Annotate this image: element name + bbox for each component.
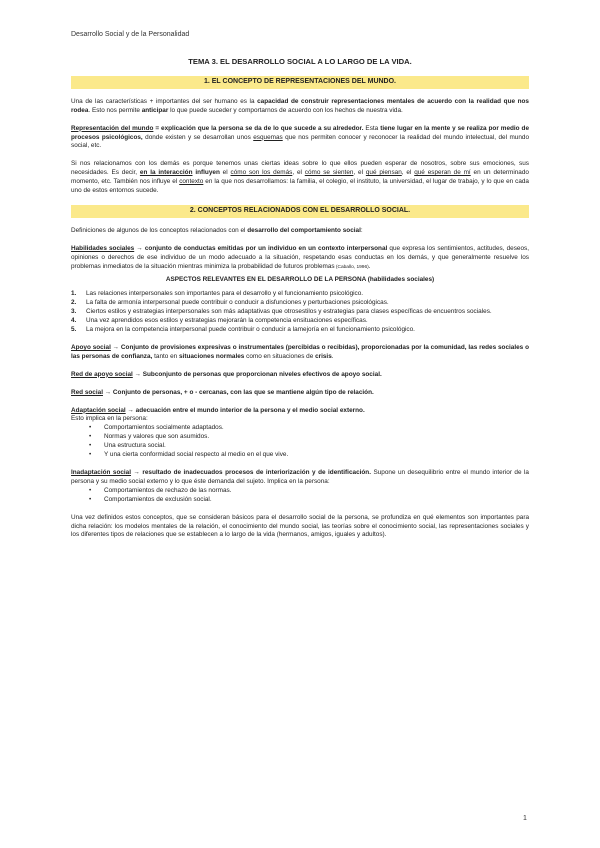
text-run: que nos permiten conocer y reconocer la realidad del mundo intelectual, del mundo social, etc. — [71, 133, 529, 150]
text-run: . — [368, 262, 371, 270]
bullet-icon: • — [89, 495, 92, 503]
list-item-text: La mejora en la competencia interpersonal puede contribuir o conducir a lamejoría en el funcionamiento psicológico. — [86, 326, 415, 334]
text-run: en la que nos desarrollamos: la familia, el colegio, el instituto, la universidad, el lugar de trabajo, y lo que en cada uno de estos entornos sucede. — [71, 178, 529, 195]
list-number: 1. — [71, 290, 77, 298]
text-run: donde existen y se desarrollan unos — [142, 133, 254, 141]
underlined-run: esquemas — [253, 133, 283, 141]
list-item — [71, 299, 529, 308]
list-item — [71, 308, 529, 317]
paragraph-definiciones-intro — [71, 227, 529, 236]
aspects-list — [71, 290, 529, 335]
definition-red-social — [71, 389, 529, 398]
underlined-run: cómo se sienten — [304, 169, 354, 177]
section-heading-1: 1. EL CONCEPTO DE REPRESENTACIONES DEL MUNDO. — [71, 76, 529, 89]
document-title: TEMA 3. EL DESARROLLO SOCIAL A LO LARGO DE LA VIDA. — [188, 57, 412, 66]
bold-run: Conjunto de provisiones expresivas o instrumentales (percibidas o recibidas), proporcionadas por la comunidad, las redes sociales o las personas de confianza, — [71, 343, 529, 360]
bold-run: tiene lugar en la mente y se realiza por medio de procesos psicológicos, — [71, 124, 529, 141]
adaptacion-lead: Esto implica en la persona: — [71, 415, 148, 423]
bold-underlined-run: en la interacción — [139, 169, 193, 177]
list-number: 2. — [71, 299, 77, 307]
running-header: Desarrollo Social y de la Personalidad — [71, 31, 190, 38]
text-run: . Esto nos permite — [88, 106, 142, 114]
list-item — [71, 496, 529, 505]
bold-run: capacidad de construir representaciones mentales de acuerdo con la realidad que nos rodea — [71, 97, 529, 114]
text-run: lo que puede suceder y comportarnos de acuerdo con los hechos de nuestra vida. — [168, 106, 403, 114]
bold-run: adecuación entre el mundo interior de la persona y el medio social externo. — [135, 406, 365, 414]
text-run: en un determinado momento, etc. También nos influye el — [71, 169, 529, 186]
underlined-run: contexto — [179, 178, 204, 186]
text-run: como en situaciones de — [244, 352, 316, 360]
definition-inadaptacion-social — [71, 469, 529, 487]
bullet-icon: • — [89, 486, 92, 494]
underlined-run: qué piensan — [365, 169, 402, 177]
list-item-text: Ciertos estilos y estrategias interpersonales son más adaptativas que otrosestilos y estrategias para clases específicas de encuentros sociales. — [86, 308, 492, 316]
section-heading-2: 2. CONCEPTOS RELACIONADOS CON EL DESARROLLO SOCIAL. — [71, 205, 529, 218]
text-run: Una de las características + importantes del ser humano es la — [71, 97, 258, 105]
list-item-text: Normas y valores que son asumidos. — [104, 433, 210, 441]
list-item-text: Una estructura social. — [104, 442, 166, 450]
definition-red-apoyo-social — [71, 371, 529, 380]
list-item-text: Una vez aprendidos esos estilos y estrategias mejorarán la competencia ensituaciones específicas. — [86, 317, 368, 325]
bold-run: Conjunto de personas, + o - cercanas, con las que se mantiene algún tipo de relación. — [112, 388, 374, 396]
citation: (Caballo, 1996) — [334, 264, 369, 270]
bold-run: situaciones normales — [179, 352, 245, 360]
bold-run: desarrollo del comportamiento social — [247, 226, 361, 234]
list-item-text: La falta de armonía interpersonal puede contribuir o conducir a disfunciones y perturbaciones psicológicas. — [86, 299, 389, 307]
list-item — [71, 424, 529, 433]
bullet-icon: • — [89, 433, 92, 441]
text-run: Esta — [363, 124, 381, 132]
list-item-text: Comportamientos socialmente adaptados. — [104, 424, 224, 432]
text-run: , el — [353, 169, 366, 177]
term-red-social: Red social — [71, 388, 103, 396]
list-item — [71, 433, 529, 442]
bold-run: anticipar — [141, 106, 169, 114]
text-run: tanto en — [152, 352, 179, 360]
term-adaptacion-social: Adaptación social — [71, 406, 126, 414]
text-run: Si nos relacionamos con los demás es porque tenemos unas ciertas ideas sobre lo que ellos pueden esperar de nosotros, sobre sus emociones, sus necesidades. Es decir, — [71, 160, 529, 177]
text-run: : — [360, 226, 363, 234]
list-item-text: Y una cierta conformidad social respecto al medio en el que vive. — [104, 451, 289, 459]
inadaptacion-list — [71, 487, 529, 505]
adaptacion-list — [71, 424, 529, 460]
list-item-text: Comportamientos de rechazo de las normas. — [104, 486, 232, 494]
text-run: que expresa los sentimientos, actitudes, deseos, opiniones o derechos de ese individuo de un modo adecuado a la situación, respetando esas conductas en los demás, y que generalmente resuelve los problemas inmediatos de la situación mientras minimiza la probabilidad de futuros problemas — [71, 244, 529, 270]
list-item-text: Comportamientos de exclusión social. — [104, 495, 212, 503]
arrow-icon: → — [102, 388, 113, 396]
arrow-icon: → — [125, 406, 136, 414]
bold-run: = explicación que la persona se da de lo que sucede a su alrededor. — [153, 124, 364, 132]
bold-run: crisis — [315, 352, 332, 360]
definition-adaptacion-social — [71, 407, 529, 416]
bold-run: resultado de inadecuados procesos de interiorización y de identificación. — [142, 469, 371, 476]
list-item — [71, 317, 529, 326]
list-item — [71, 487, 529, 496]
arrow-icon: → — [131, 469, 143, 476]
list-item — [71, 290, 529, 299]
list-item — [71, 442, 529, 451]
text-run: Definiciones de algunos de los conceptos relacionados con el — [71, 226, 248, 234]
arrow-icon: → — [134, 244, 145, 252]
text-run: , el — [292, 169, 305, 177]
term-apoyo-social: Apoyo social — [71, 343, 111, 351]
term-habilidades-sociales: Habilidades sociales — [71, 244, 135, 252]
arrow-icon: → — [110, 343, 121, 351]
term-inadaptacion-social: Inadaptación social — [71, 469, 132, 476]
definition-habilidades-sociales — [71, 245, 529, 273]
bold-run: influyen — [195, 169, 220, 177]
bullet-icon: • — [89, 442, 92, 450]
paragraph-representaciones — [71, 98, 529, 116]
text-run: el — [219, 169, 231, 177]
definition-apoyo-social — [71, 344, 529, 362]
list-item-text: Las relaciones interpersonales son importantes para el desarrollo y el funcionamiento psicológico. — [86, 290, 364, 298]
term-representacion-del-mundo: Representación del mundo — [71, 124, 154, 132]
list-number: 4. — [71, 317, 77, 325]
underlined-run: cómo son los demás — [230, 169, 293, 177]
text-run: . — [331, 352, 334, 360]
list-number: 5. — [71, 326, 77, 334]
list-number: 3. — [71, 308, 77, 316]
page-content — [71, 58, 529, 549]
bullet-icon: • — [89, 424, 92, 432]
text-run: , el — [401, 169, 415, 177]
bold-run: conjunto de conductas emitidas por un individuo en un contexto interpersonal — [144, 244, 388, 252]
paragraph-representacion-mundo — [71, 125, 529, 152]
bold-run: Subconjunto de personas que proporcionan niveles efectivos de apoyo social. — [142, 370, 382, 378]
bullet-icon: • — [89, 451, 92, 459]
underlined-run: qué esperan de mí — [414, 169, 471, 177]
closing-paragraph: Una vez definidos estos conceptos, que se consideran básicos para el desarrollo social de la persona, se profundiza en qué elementos son importantes para dicha relación: los modelos mentales de la relación, el conocimiento del mundo social, las teorías sobre el conocimiento social, las representaciones sociales y los diferentes tipos de relaciones que se establecen a lo largo de la vida (hermanos, amigos, iguales y adultos). — [71, 513, 529, 539]
term-red-de-apoyo-social: Red de apoyo social — [71, 370, 133, 378]
list-item — [71, 451, 529, 460]
aspects-title: ASPECTOS RELEVANTES EN EL DESARROLLO DE LA PERSONA (habilidades sociales) — [165, 275, 435, 283]
arrow-icon: → — [132, 370, 143, 378]
paragraph-interaccion — [71, 160, 529, 196]
list-item — [71, 326, 529, 335]
text-run: Supone un desequilibrio entre el mundo interior de la persona y su medio social externo y lo que éste demanda del sujeto. Implica en la persona: — [71, 469, 529, 485]
page-number: 1 — [523, 815, 527, 822]
